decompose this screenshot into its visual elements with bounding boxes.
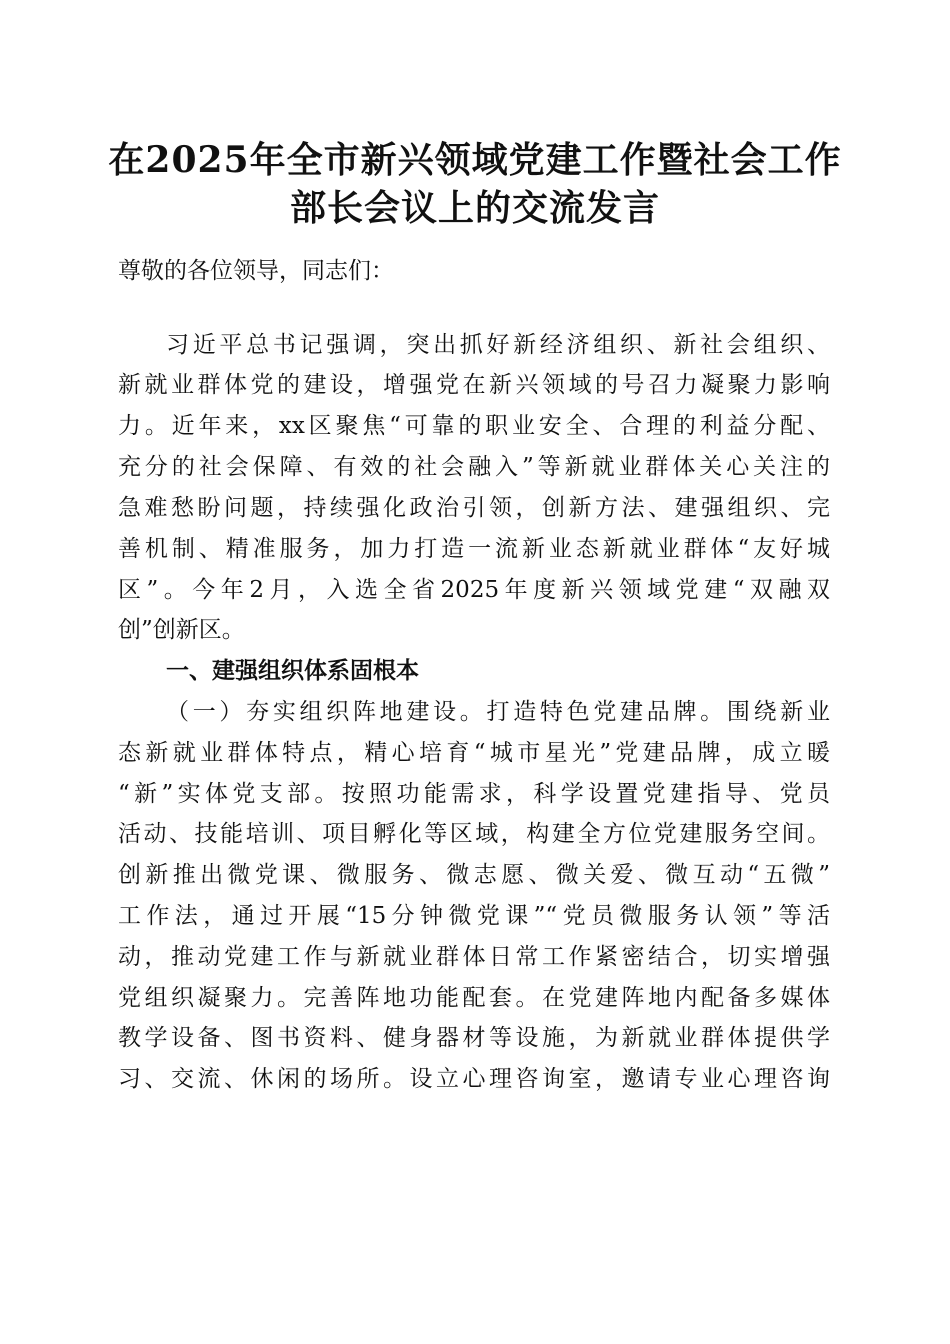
intro-line: 充分的社会保障、有效的社会融入”等新就业群体关心关注的 bbox=[118, 454, 830, 480]
intro-line: 善机制、精准服务，加力打造一流新业态新就业群体“友好城 bbox=[118, 536, 830, 562]
document-title-line-1: 在2025年全市新兴领域党建工作暨社会工作 bbox=[108, 139, 842, 181]
section-line: 党组织凝聚力。完善阵地功能配套。在党建阵地内配备多媒体 bbox=[118, 985, 830, 1011]
section-line: 习、交流、休闲的场所。设立心理咨询室，邀请专业心理咨询 bbox=[118, 1066, 830, 1092]
intro-line: 力。近年来，xx区聚焦“可靠的职业安全、合理的利益分配、 bbox=[118, 413, 830, 439]
section-line: 态新就业群体特点，精心培育“城市星光”党建品牌，成立暖 bbox=[118, 740, 830, 766]
intro-line: 习近平总书记强调，突出抓好新经济组织、新社会组织、 bbox=[166, 332, 830, 358]
section-line: “新”实体党支部。按照功能需求，科学设置党建指导、党员 bbox=[118, 781, 830, 807]
section-line: 活动、技能培训、项目孵化等区域，构建全方位党建服务空间。 bbox=[118, 821, 830, 847]
intro-line: 新就业群体党的建设，增强党在新兴领域的号召力凝聚力影响 bbox=[118, 372, 830, 398]
section-line: 工作法，通过开展“15分钟微党课”“党员微服务认领”等活 bbox=[118, 903, 830, 929]
document-title-line-2: 部长会议上的交流发言 bbox=[289, 187, 660, 229]
section-heading: 一、建强组织体系固根本 bbox=[166, 658, 419, 684]
section-line: 动，推动党建工作与新就业群体日常工作紧密结合，切实增强 bbox=[118, 944, 830, 970]
section-line: 教学设备、图书资料、健身器材等设施，为新就业群体提供学 bbox=[118, 1025, 830, 1051]
section-line: （一）夯实组织阵地建设。打造特色党建品牌。围绕新业 bbox=[166, 699, 830, 725]
intro-line: 区”。今年2月，入选全省2025年度新兴领域党建“双融双 bbox=[118, 577, 830, 603]
intro-line: 急难愁盼问题，持续强化政治引领，创新方法、建强组织、完 bbox=[118, 495, 830, 521]
section-line: 创新推出微党课、微服务、微志愿、微关爱、微互动“五微” bbox=[118, 862, 830, 888]
intro-line: 创”创新区。 bbox=[118, 617, 245, 643]
salutation: 尊敬的各位领导，同志们： bbox=[118, 258, 394, 284]
